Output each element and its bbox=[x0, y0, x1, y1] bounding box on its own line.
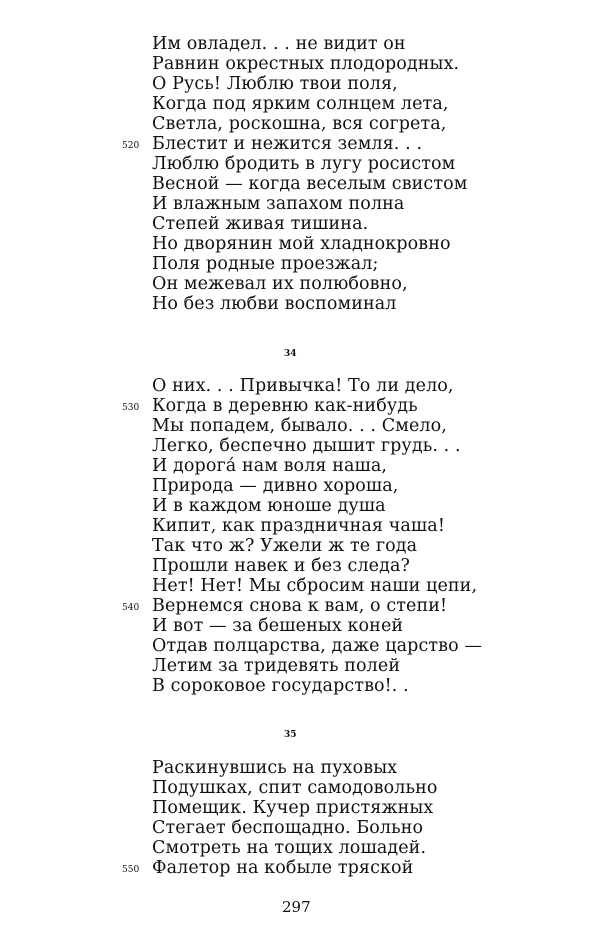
verse-line: Блестит и нежится земля. . . bbox=[152, 134, 423, 154]
verse-line: И дорогá нам воля наша, bbox=[152, 456, 388, 476]
verse-line: Природа — дивно хороша, bbox=[152, 476, 399, 496]
verse-line: Весной — когда веселым свистом bbox=[152, 174, 468, 194]
verse-line: Степей живая тишина. bbox=[152, 214, 369, 234]
line-number: 540 bbox=[122, 603, 140, 613]
verse-line: Но дворянин мой хладнокровно bbox=[152, 234, 451, 254]
verse-line: Нет! Нет! Мы сбросим наши цепи, bbox=[152, 576, 478, 596]
line-number: 530 bbox=[122, 403, 140, 413]
verse-line: Прошли навек и без следа? bbox=[152, 556, 411, 576]
verse-line: Легко, беспечно дышит грудь. . . bbox=[152, 436, 461, 456]
verse-line: Люблю бродить в лугу росистом bbox=[152, 154, 456, 174]
verse-line: Вернемся снова к вам, о степи! bbox=[152, 596, 448, 616]
verse-line: Когда в деревню как-нибудь bbox=[152, 396, 418, 416]
verse-line: Помещик. Кучер пристяжных bbox=[152, 798, 434, 818]
verse-line: Но без любви воспоминал bbox=[152, 294, 397, 314]
verse-line: И в каждом юноше душа bbox=[152, 496, 386, 516]
verse-line: Смотреть на тощих лошадей. bbox=[152, 838, 427, 858]
verse-line: О Русь! Люблю твои поля, bbox=[152, 74, 398, 94]
verse-line: Он межевал их полюбовно, bbox=[152, 274, 408, 294]
stanza-number: 34 bbox=[284, 349, 297, 359]
page-number: 297 bbox=[282, 898, 311, 916]
verse-line: Раскинувшись на пуховых bbox=[152, 758, 398, 778]
verse-line: И влажным запахом полна bbox=[152, 194, 405, 214]
verse-line: Так что ж? Ужели ж те года bbox=[152, 536, 418, 556]
verse-line: Мы попадем, бывало. . . Смело, bbox=[152, 416, 447, 436]
verse-line: Поля родные проезжал; bbox=[152, 254, 379, 274]
verse-line: Кипит, как праздничная чаша! bbox=[152, 516, 445, 536]
verse-line: О них. . . Привычка! То ли дело, bbox=[152, 376, 454, 396]
verse-line: Равнин окрестных плодородных. bbox=[152, 54, 460, 74]
line-number: 550 bbox=[122, 865, 140, 875]
verse-line: Светла, роскошна, вся согрета, bbox=[152, 114, 447, 134]
verse-line: Фалетор на кобыле тряской bbox=[152, 858, 414, 878]
verse-line: Им овладел. . . не видит он bbox=[152, 34, 406, 54]
line-number: 520 bbox=[122, 141, 140, 151]
verse-line: И вот — за бешеных коней bbox=[152, 616, 404, 636]
verse-line: Подушках, спит самодовольно bbox=[152, 778, 438, 798]
verse-line: Летим за тридевять полей bbox=[152, 656, 401, 676]
verse-line: Когда под ярким солнцем лета, bbox=[152, 94, 449, 114]
verse-line: Отдав полцарства, даже царство — bbox=[152, 636, 483, 656]
stanza-number: 35 bbox=[284, 730, 297, 740]
verse-line: В сороковое государство!. . bbox=[152, 676, 409, 696]
verse-line: Стегает беспощадно. Больно bbox=[152, 818, 424, 838]
